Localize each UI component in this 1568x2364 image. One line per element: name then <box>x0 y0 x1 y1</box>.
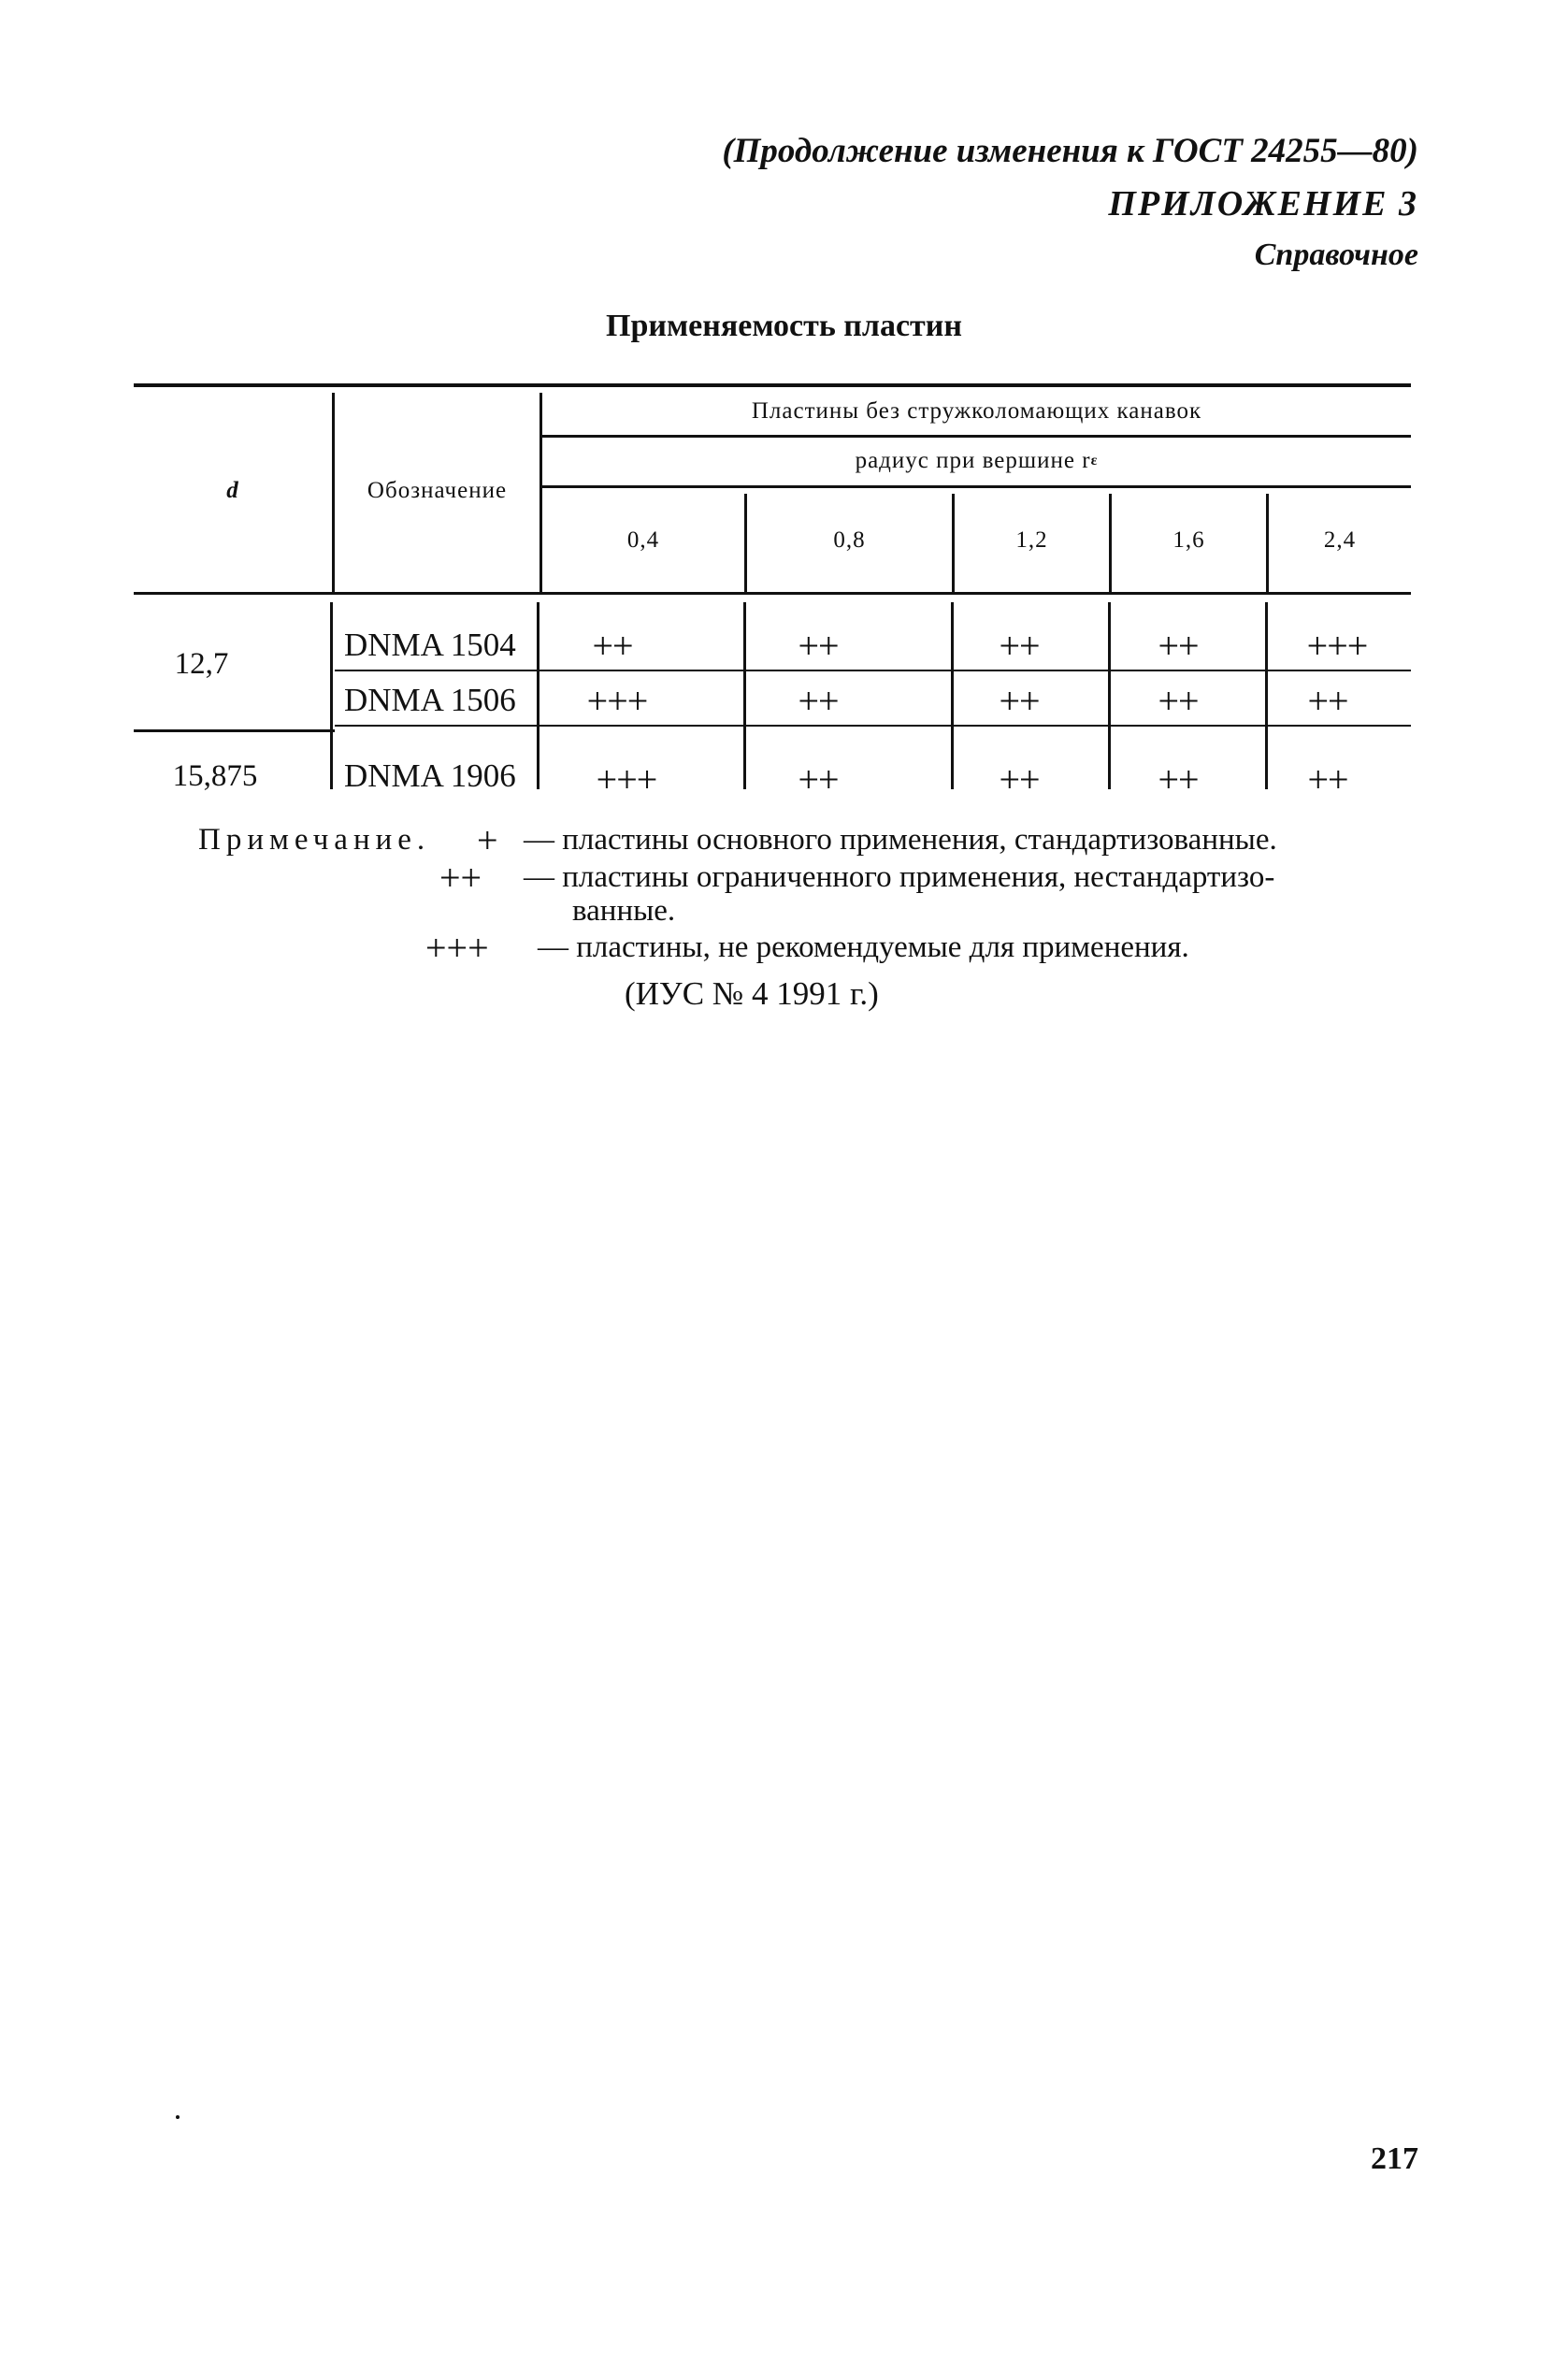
table-row-1-d: 12,7 <box>174 646 229 681</box>
table-row-3-mark-1: ++ <box>798 757 839 800</box>
note-3-symbol: +++ <box>425 927 489 969</box>
table-row-2-mark-4: ++ <box>1307 679 1348 722</box>
subgroup-header <box>542 438 1411 484</box>
radius-header-2: 1,2 <box>1015 527 1048 553</box>
note-1-text: — пластины основного применения, стандартизованные. <box>524 823 1277 857</box>
row2-underline <box>335 725 1411 727</box>
body-divider-r4 <box>1265 602 1268 789</box>
scan-speck <box>176 2115 180 2119</box>
continuation-header: (Продолжение изменения к ГОСТ 24255—80) <box>722 132 1418 170</box>
body-divider-r3 <box>1108 602 1111 789</box>
table-row-1-mark-0: ++ <box>592 624 633 667</box>
table-row-1-mark-2: ++ <box>999 624 1040 667</box>
table-row-2-mark-1: ++ <box>798 679 839 722</box>
note-2-symbol: ++ <box>439 857 482 899</box>
table-top-rule <box>134 383 1411 387</box>
note-label: Примечание. <box>198 823 431 857</box>
appendix-status: Справочное <box>1254 238 1418 272</box>
table-row-3-mark-2: ++ <box>999 757 1040 800</box>
table-row-1-mark-4: +++ <box>1306 624 1368 667</box>
header-d: d <box>226 478 239 503</box>
radius-header-3: 1,6 <box>1172 527 1205 553</box>
row1-underline <box>335 670 1411 671</box>
radius-header-0: 0,4 <box>626 527 660 553</box>
appendix-title: ПРИЛОЖЕНИЕ 3 <box>1108 184 1418 223</box>
table-title: Применяемость пластин <box>606 309 962 343</box>
subgroup-header-text: радиус при вершине r <box>855 448 1091 473</box>
table-row-2-mark-3: ++ <box>1158 679 1199 722</box>
table-row-2-mark-0: +++ <box>586 679 648 722</box>
table-row-3-designation: DNMA 1906 <box>344 757 516 794</box>
table-row-2-designation: DNMA 1506 <box>344 682 516 718</box>
group-separator <box>134 729 335 732</box>
body-divider-designation <box>537 602 539 789</box>
note-3-text: — пластины, не рекомендуемые для применения. <box>538 930 1189 964</box>
table-row-1-designation: DNMA 1504 <box>344 627 516 663</box>
table-row-3-mark-3: ++ <box>1158 757 1199 800</box>
header-designation: Обозначение <box>367 478 508 503</box>
note-1-symbol: + <box>477 819 498 861</box>
table-row-3-mark-4: ++ <box>1307 757 1348 800</box>
header-bottom-rule <box>134 592 1411 595</box>
radius-header-4: 2,4 <box>1323 527 1357 553</box>
radius-header-1: 0,8 <box>833 527 866 553</box>
note-2-continuation: ванные. <box>572 894 676 928</box>
table-row-2-mark-2: ++ <box>999 679 1040 722</box>
table-row-3-mark-0: +++ <box>596 757 657 800</box>
note-source: (ИУС № 4 1991 г.) <box>625 975 879 1012</box>
table-row-3-d: 15,875 <box>172 758 258 793</box>
body-divider-r1 <box>743 602 746 789</box>
body-divider-d <box>330 602 333 789</box>
group-header: Пластины без стружколомающих канавок <box>751 398 1202 424</box>
table-row-1-mark-3: ++ <box>1158 624 1199 667</box>
page-number: 217 <box>1371 2141 1418 2176</box>
note-2-text: — пластины ограниченного применения, нестандартизо- <box>524 860 1275 894</box>
body-divider-r2 <box>951 602 954 789</box>
table-row-1-mark-1: ++ <box>798 624 839 667</box>
subgroup-header-subscript: ε <box>1090 453 1099 468</box>
subgroup-header-rule <box>542 485 1411 488</box>
